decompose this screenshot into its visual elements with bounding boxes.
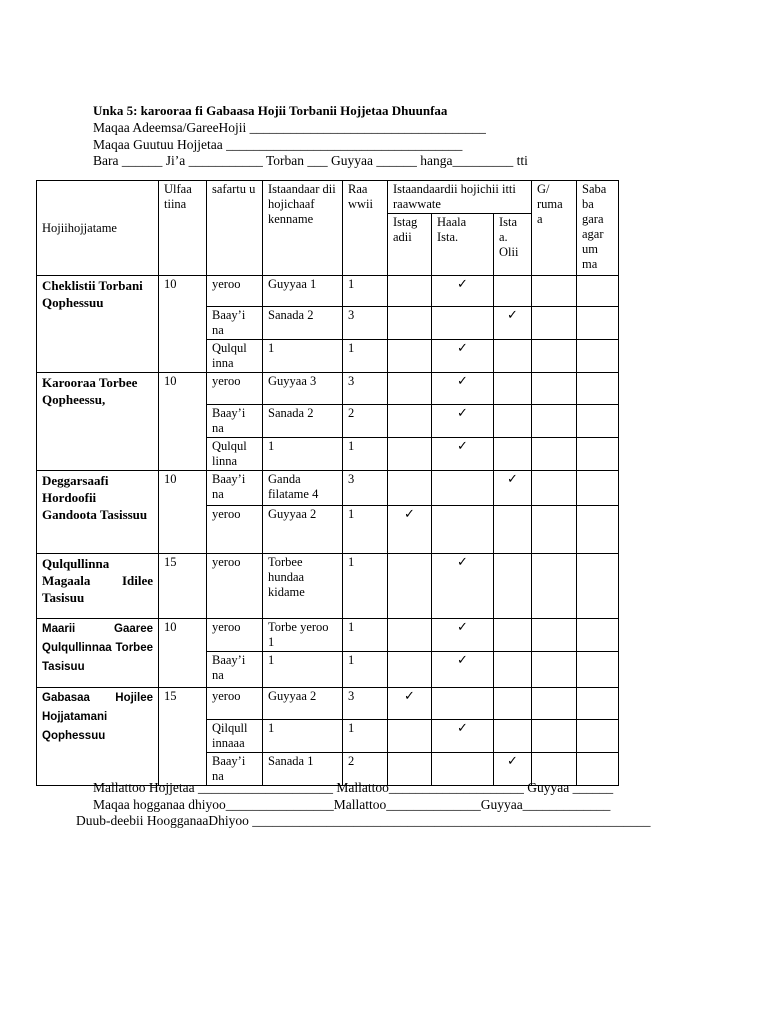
activity-cell: Maarii Gaaree Qulqullinnaa Torbee Tasisuu	[37, 619, 159, 688]
form-title: Unka 5: karooraa fi Gabaasa Hojii Torbanii Hojjetaa Dhuunfaa	[93, 103, 448, 118]
table-row	[37, 619, 619, 652]
level-below-cell	[388, 619, 432, 652]
done-cell: 1	[343, 720, 388, 753]
done-cell: 1	[343, 619, 388, 652]
table-row	[37, 471, 619, 506]
level-met-cell	[432, 276, 494, 307]
standard-cell: Sanada 2	[263, 307, 343, 340]
standard-cell: Guyyaa 2	[263, 688, 343, 720]
done-cell: 1	[343, 438, 388, 471]
level-above-cell	[494, 276, 532, 307]
frequency-cell: Baay’i na	[207, 405, 263, 438]
activity-cell: Deggarsaafi Hordoofii Gandoota Tasissuu	[37, 471, 159, 554]
process-name-line: Maqaa Adeemsa/GareeHojii ___________________________________	[93, 120, 486, 135]
header-frequency: safartu u	[207, 181, 263, 276]
weight-cell: 15	[159, 688, 207, 786]
standard-cell: Guyyaa 1	[263, 276, 343, 307]
reason-cell	[577, 688, 619, 720]
check-icon: ✓	[404, 689, 415, 704]
header-standard: Istaandaar dii hojichaaf kenname	[263, 181, 343, 276]
table-row	[37, 373, 619, 405]
level-above-cell	[494, 405, 532, 438]
level-met-cell	[432, 554, 494, 619]
level-above-cell	[494, 438, 532, 471]
share-cell	[532, 307, 577, 340]
level-below-cell	[388, 720, 432, 753]
level-below-cell	[388, 438, 432, 471]
check-icon: ✓	[457, 620, 468, 635]
frequency-cell: yeroo	[207, 688, 263, 720]
check-icon: ✓	[457, 277, 468, 292]
frequency-cell: yeroo	[207, 506, 263, 554]
frequency-cell: Baay’i na	[207, 753, 263, 786]
reason-cell	[577, 619, 619, 652]
employee-name-line: Maqaa Guutuu Hojjetaa ___________________________________	[93, 137, 463, 152]
standard-cell: Torbe yeroo 1	[263, 619, 343, 652]
level-above-cell	[494, 720, 532, 753]
frequency-cell: Baay’i na	[207, 652, 263, 688]
done-cell: 1	[343, 340, 388, 373]
check-icon: ✓	[457, 721, 468, 736]
done-cell: 3	[343, 688, 388, 720]
check-icon: ✓	[457, 341, 468, 356]
level-below-cell	[388, 471, 432, 506]
header-activity: Hojiihojjatame	[37, 181, 159, 276]
level-met-cell	[432, 619, 494, 652]
level-met-cell	[432, 340, 494, 373]
check-icon: ✓	[457, 555, 468, 570]
level-below-cell	[388, 554, 432, 619]
header-met: Haala Ista.	[432, 214, 494, 276]
level-met-cell	[432, 652, 494, 688]
reason-cell	[577, 506, 619, 554]
frequency-cell: Qulqul inna	[207, 340, 263, 373]
reason-cell	[577, 720, 619, 753]
level-met-cell	[432, 506, 494, 554]
standard-cell: Sanada 2	[263, 405, 343, 438]
check-icon: ✓	[507, 472, 518, 487]
frequency-cell: Baay’i na	[207, 307, 263, 340]
level-above-cell	[494, 619, 532, 652]
activity-cell: Gabasaa Hojilee Hojjatamani Qophessuu	[37, 688, 159, 786]
header-above: Ista a. Olii	[494, 214, 532, 276]
reason-cell	[577, 438, 619, 471]
weight-cell: 10	[159, 471, 207, 554]
header-below: Istag adii	[388, 214, 432, 276]
level-above-cell	[494, 373, 532, 405]
check-icon: ✓	[457, 374, 468, 389]
share-cell	[532, 471, 577, 506]
level-below-cell	[388, 405, 432, 438]
reason-cell	[577, 471, 619, 506]
check-icon: ✓	[507, 754, 518, 769]
frequency-cell: Qulqul linna	[207, 438, 263, 471]
share-cell	[532, 688, 577, 720]
reason-cell	[577, 405, 619, 438]
reason-cell	[577, 373, 619, 405]
header-standards-group: Istaandaardii hojichii itti raawwate	[388, 181, 532, 214]
done-cell: 1	[343, 652, 388, 688]
done-cell: 2	[343, 405, 388, 438]
weight-cell: 15	[159, 554, 207, 619]
level-above-cell	[494, 652, 532, 688]
share-cell	[532, 506, 577, 554]
level-above-cell	[494, 688, 532, 720]
check-icon: ✓	[507, 308, 518, 323]
weight-cell: 10	[159, 373, 207, 471]
feedback-line: Duub-deebii HoogganaaDhiyoo ___________________________________________________________	[76, 813, 651, 828]
weight-cell: 10	[159, 276, 207, 373]
check-icon: ✓	[457, 406, 468, 421]
signature-line: Mallattoo Hojjetaa ____________________ Mallattoo____________________ Guyyaa ______	[93, 780, 614, 795]
weight-cell: 10	[159, 619, 207, 688]
frequency-cell: yeroo	[207, 276, 263, 307]
level-above-cell	[494, 506, 532, 554]
done-cell: 3	[343, 373, 388, 405]
level-met-cell	[432, 438, 494, 471]
level-below-cell	[388, 340, 432, 373]
level-met-cell	[432, 471, 494, 506]
share-cell	[532, 438, 577, 471]
level-below-cell	[388, 307, 432, 340]
share-cell	[532, 276, 577, 307]
standard-cell: 1	[263, 720, 343, 753]
level-below-cell	[388, 652, 432, 688]
share-cell	[532, 405, 577, 438]
reason-cell	[577, 307, 619, 340]
weekly-report-table	[36, 180, 619, 786]
standard-cell: 1	[263, 340, 343, 373]
done-cell: 1	[343, 506, 388, 554]
share-cell	[532, 652, 577, 688]
frequency-cell: Baay’i na	[207, 471, 263, 506]
share-cell	[532, 340, 577, 373]
table-row	[37, 554, 619, 619]
level-above-cell	[494, 340, 532, 373]
level-above-cell	[494, 554, 532, 619]
reason-cell	[577, 340, 619, 373]
activity-cell: Cheklistii Torbani Qophessuu	[37, 276, 159, 373]
header-weight: Ulfaa tiina	[159, 181, 207, 276]
done-cell: 3	[343, 307, 388, 340]
header-done: Raa wwii	[343, 181, 388, 276]
header-reason: Saba ba gara agar um ma	[577, 181, 619, 276]
share-cell	[532, 619, 577, 652]
check-icon: ✓	[457, 439, 468, 454]
standard-cell: Ganda filatame 4	[263, 471, 343, 506]
activity-cell: Karooraa Torbee Qopheessu,	[37, 373, 159, 471]
level-met-cell	[432, 307, 494, 340]
table-row	[37, 276, 619, 307]
done-cell: 1	[343, 276, 388, 307]
standard-cell: Guyyaa 3	[263, 373, 343, 405]
period-line: Bara ______ Ji’a ___________ Torban ___ Guyyaa ______ hanga_________ tti	[93, 153, 528, 168]
level-below-cell	[388, 373, 432, 405]
done-cell: 2	[343, 753, 388, 786]
level-met-cell	[432, 405, 494, 438]
share-cell	[532, 554, 577, 619]
activity-cell: Qulqullinna Magaala Idilee Tasisuu	[37, 554, 159, 619]
standard-cell: Torbee hundaa kidame	[263, 554, 343, 619]
share-cell	[532, 720, 577, 753]
standard-cell: 1	[263, 652, 343, 688]
level-met-cell	[432, 373, 494, 405]
share-cell	[532, 373, 577, 405]
table-row	[37, 688, 619, 720]
supervisor-line: Maqaa hogganaa dhiyoo________________Mallattoo______________Guyyaa_____________	[93, 797, 611, 812]
done-cell: 3	[343, 471, 388, 506]
level-above-cell	[494, 307, 532, 340]
reason-cell	[577, 276, 619, 307]
standard-cell: 1	[263, 438, 343, 471]
level-below-cell	[388, 506, 432, 554]
level-met-cell	[432, 720, 494, 753]
header-share: G/ ruma a	[532, 181, 577, 276]
frequency-cell: yeroo	[207, 619, 263, 652]
frequency-cell: yeroo	[207, 554, 263, 619]
standard-cell: Guyyaa 2	[263, 506, 343, 554]
level-below-cell	[388, 688, 432, 720]
check-icon: ✓	[457, 653, 468, 668]
standard-cell: Sanada 1	[263, 753, 343, 786]
reason-cell	[577, 554, 619, 619]
level-above-cell	[494, 471, 532, 506]
reason-cell	[577, 652, 619, 688]
done-cell: 1	[343, 554, 388, 619]
frequency-cell: yeroo	[207, 373, 263, 405]
level-below-cell	[388, 276, 432, 307]
check-icon: ✓	[404, 507, 415, 522]
level-met-cell	[432, 688, 494, 720]
frequency-cell: Qilqull innaaa	[207, 720, 263, 753]
